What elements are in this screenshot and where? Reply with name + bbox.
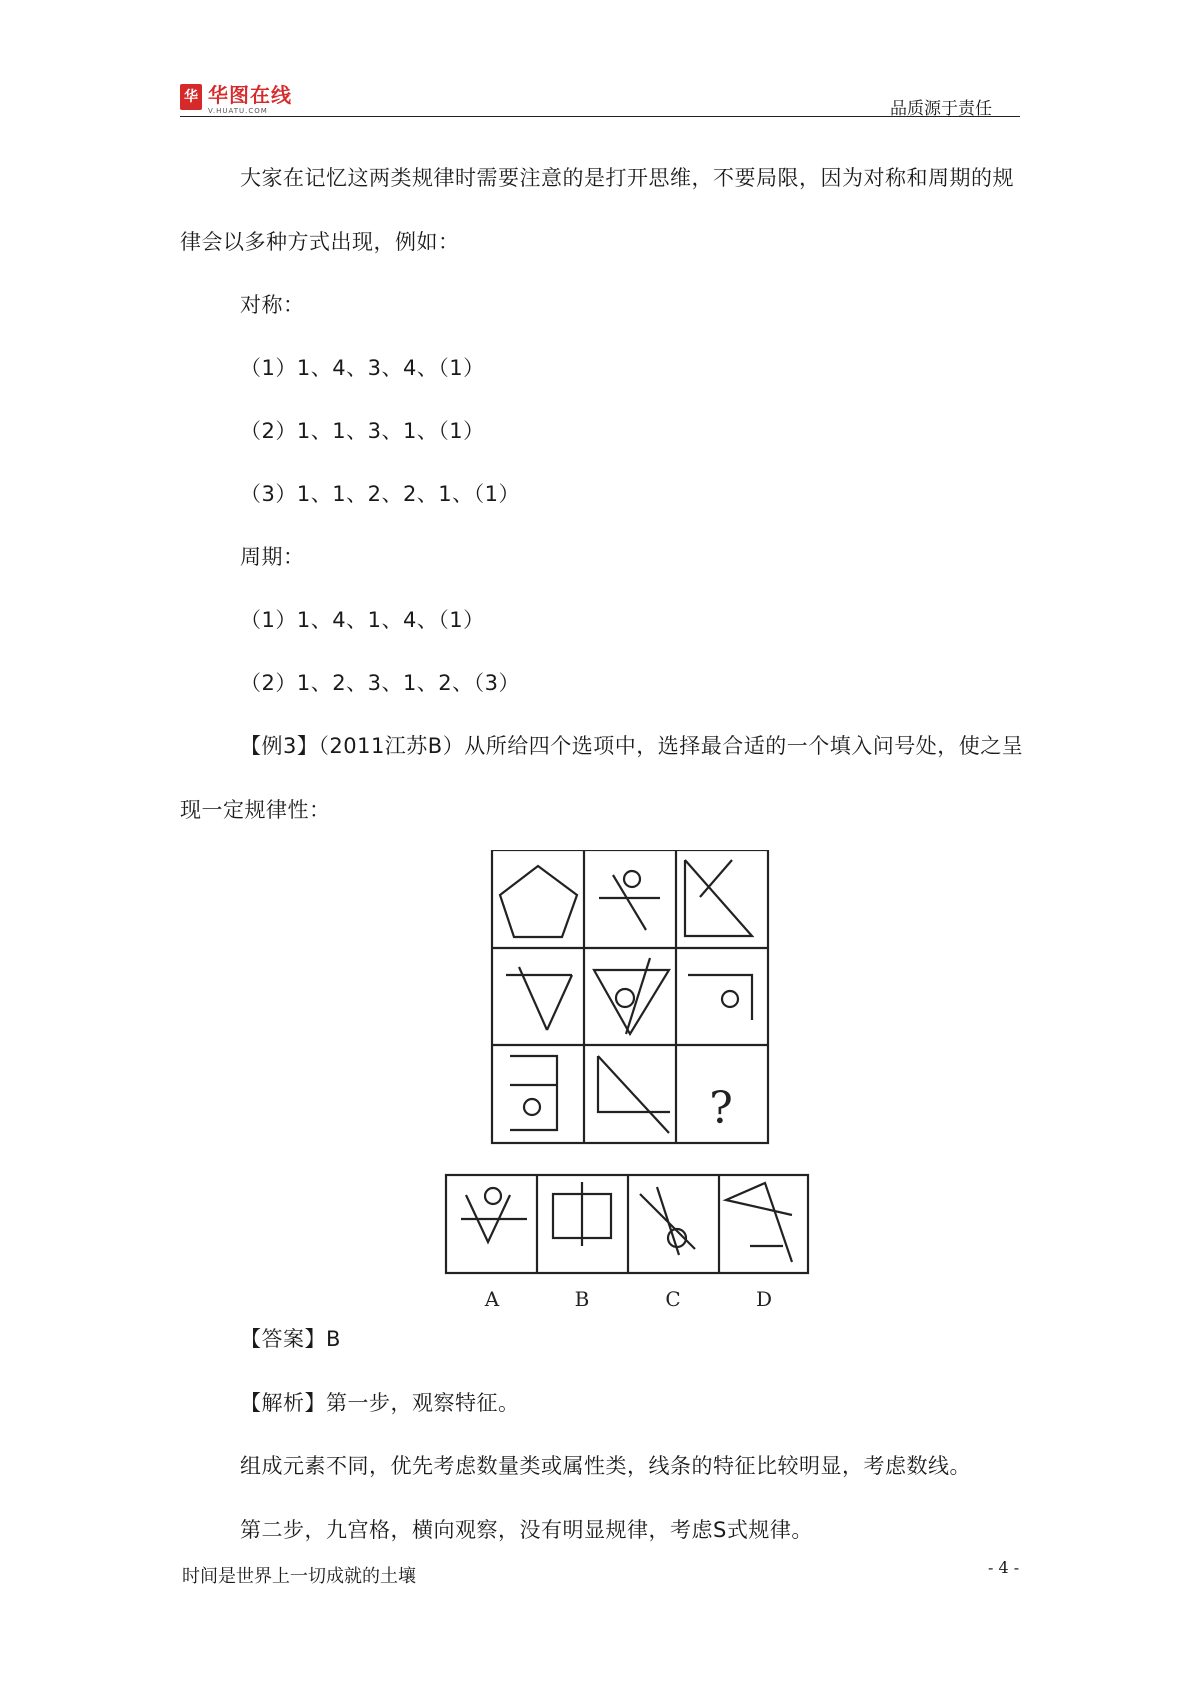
option-label-b: B: [574, 1287, 590, 1310]
huatu-logo: [180, 84, 292, 114]
option-label-c: C: [665, 1287, 681, 1310]
cell-bracket-circle: [510, 1056, 557, 1130]
question-mark: ?: [709, 1083, 733, 1134]
analysis-line: 组成元素不同，优先考虑数量类或属性类，线条的特征比较明显，考虑数线。: [240, 1454, 971, 1478]
option-d-shape: [726, 1183, 792, 1262]
example-question-cont: 现一定规律性：: [180, 798, 331, 822]
analysis-line: 第二步，九宫格，横向观察，没有明显规律，考虑S式规律。: [240, 1518, 813, 1542]
cell-circle-lines: [599, 871, 660, 930]
sequence-item: （2）1、1、3、1、（1）: [240, 419, 485, 443]
header-tagline: 品质源于责任: [890, 99, 992, 119]
footer-motto: 时间是世界上一切成就的土壤: [182, 1566, 416, 1587]
cell-triangle-line: [598, 1056, 670, 1133]
pentagon-shape: [500, 866, 577, 937]
example-question: 【例3】（2011江苏B）从所给四个选项中，选择最合适的一个填入问号处，使之呈: [240, 734, 1024, 758]
cell-corner-circle: [688, 975, 752, 1020]
logo-mark-icon: 华: [180, 84, 202, 110]
puzzle-figure: [440, 850, 820, 1310]
option-c-shape: [640, 1187, 695, 1255]
option-label-d: D: [755, 1287, 773, 1310]
cell-triangle-circle: [594, 958, 669, 1034]
option-label-a: A: [484, 1287, 500, 1310]
paragraph-line: 大家在记忆这两类规律时需要注意的是打开思维，不要局限，因为对称和周期的规: [240, 166, 1014, 190]
option-b-shape: [553, 1182, 611, 1246]
section-heading-period: 周期：: [240, 545, 305, 569]
page-header: [180, 84, 1020, 117]
page-number: - 4 -: [988, 1558, 1020, 1577]
logo-url: V.HUATU.COM: [208, 107, 268, 115]
sequence-item: （2）1、2、3、1、2、（3）: [240, 671, 521, 695]
paragraph-line: 律会以多种方式出现，例如：: [180, 230, 460, 254]
section-heading-symmetry: 对称：: [240, 293, 305, 317]
logo-name: 华图在线: [208, 83, 292, 107]
cell-open-triangle: [506, 967, 572, 1030]
option-a-shape: [461, 1188, 527, 1242]
sequence-item: （1）1、4、1、4、（1）: [240, 608, 485, 632]
sequence-item: （1）1、4、3、4、（1）: [240, 356, 485, 380]
sequence-item: （3）1、1、2、2、1、（1）: [240, 482, 521, 506]
answer-line: 【答案】B: [240, 1327, 341, 1351]
cell-triangle-cross: [685, 860, 752, 936]
analysis-line: 【解析】第一步，观察特征。: [240, 1391, 520, 1415]
